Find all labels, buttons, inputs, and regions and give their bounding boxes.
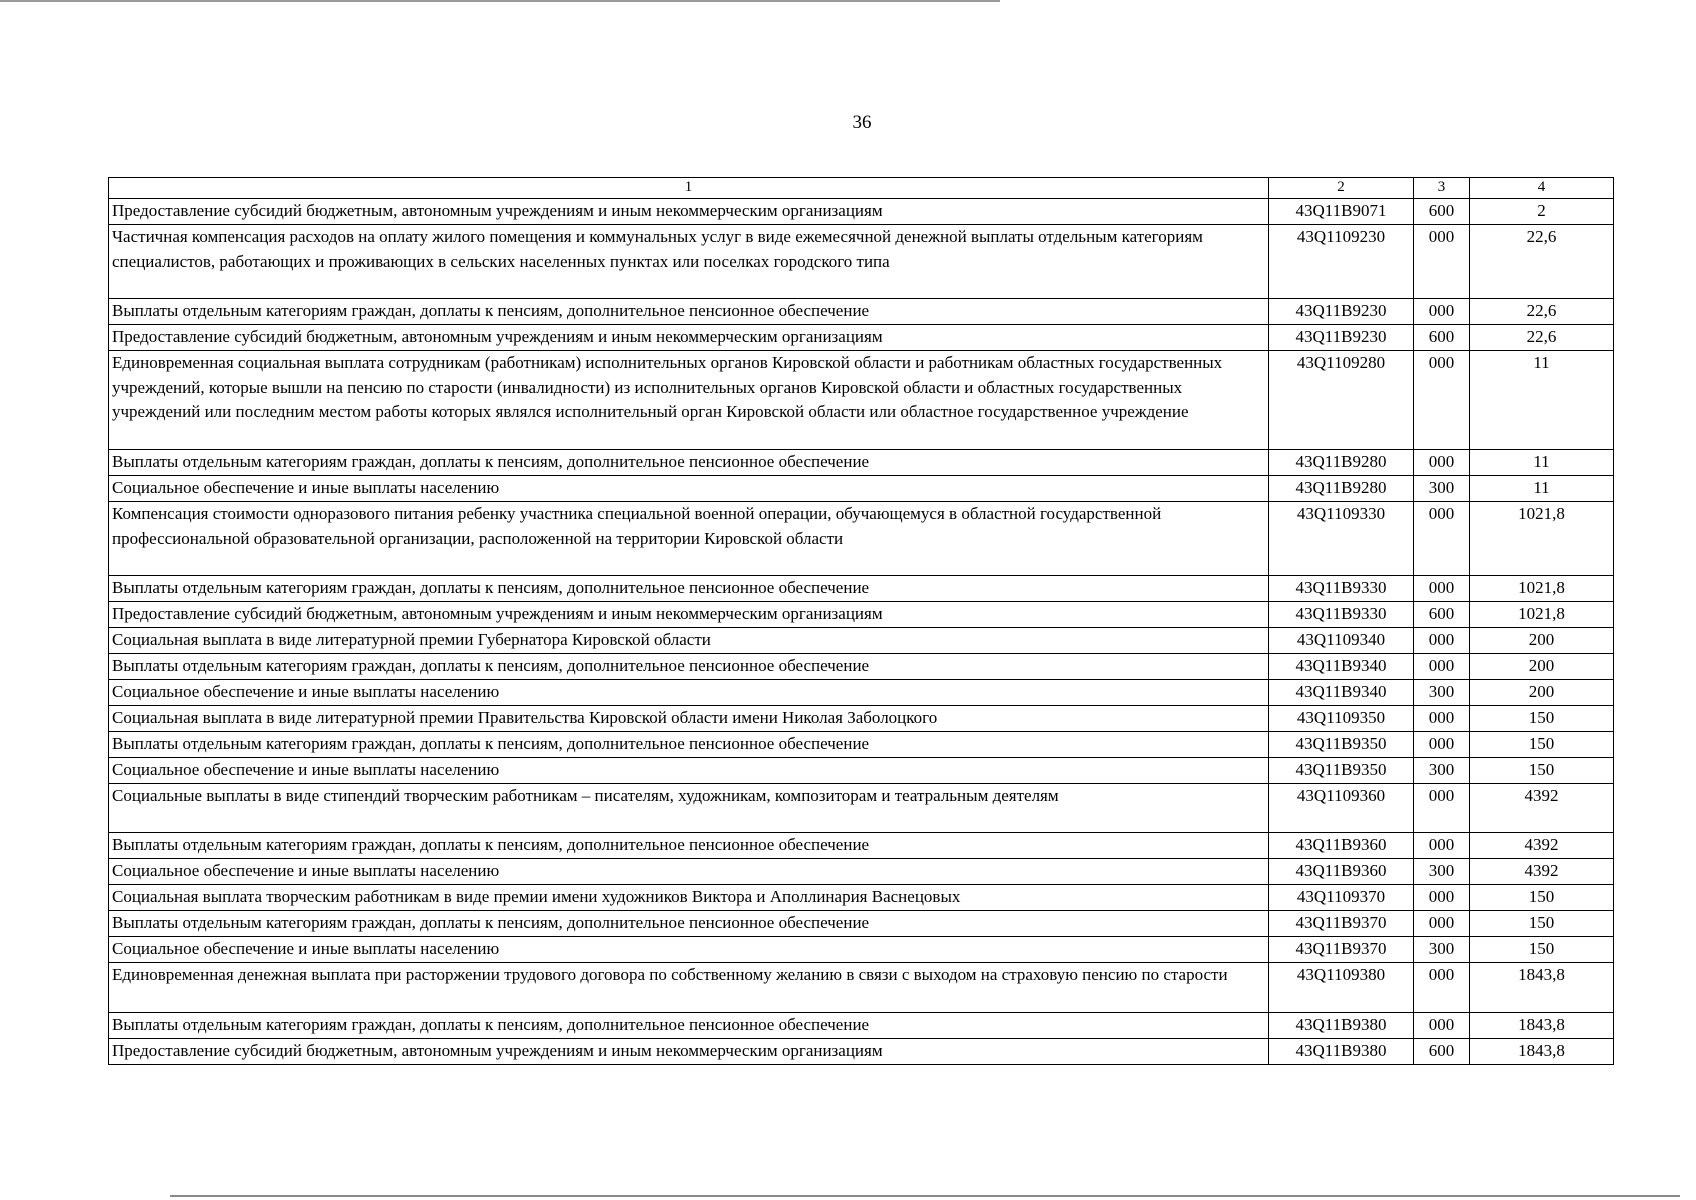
row-sum: 200	[1470, 680, 1614, 706]
row-type: 000	[1414, 963, 1470, 1013]
row-sum: 150	[1470, 885, 1614, 911]
row-code: 43Q11B9360	[1269, 833, 1414, 859]
row-name: Частичная компенсация расходов на оплату жилого помещения и коммунальных услуг в виде ежемесячной денежной выплаты отдельным категориям специалистов, работающих и проживающих в сельских населенных пунктах или поселках городского типа	[109, 225, 1269, 299]
table-row	[109, 784, 1614, 833]
row-code: 43Q1109230	[1269, 225, 1414, 299]
row-type: 000	[1414, 502, 1470, 576]
table-row	[109, 937, 1614, 963]
row-sum: 150	[1470, 758, 1614, 784]
row-type: 600	[1414, 1039, 1470, 1065]
row-name: Социальная выплата творческим работникам в виде премии имени художников Виктора и Аполлинария Васнецовых	[109, 885, 1269, 911]
row-sum: 200	[1470, 628, 1614, 654]
row-name: Предоставление субсидий бюджетным, автономным учреждениям и иным некоммерческим организациям	[109, 199, 1269, 225]
row-name: Единовременная социальная выплата сотрудникам (работникам) исполнительных органов Кировской области и работникам областных государственных учреждений, которые вышли на пенсию по старости (инвалидности) из исполнительных органов Кировской области и областных государственных учреждений или последним местом работы которых являлся исполнительный орган Кировской области или областное государственное учреждение	[109, 351, 1269, 450]
row-code: 43Q11B9330	[1269, 576, 1414, 602]
table-row	[109, 859, 1614, 885]
row-type: 600	[1414, 602, 1470, 628]
row-name: Социальное обеспечение и иные выплаты населению	[109, 758, 1269, 784]
table-row	[109, 963, 1614, 1013]
row-type: 300	[1414, 758, 1470, 784]
row-sum: 150	[1470, 911, 1614, 937]
row-sum: 1843,8	[1470, 1013, 1614, 1039]
row-sum: 150	[1470, 937, 1614, 963]
row-name: Предоставление субсидий бюджетным, автономным учреждениям и иным некоммерческим организациям	[109, 1039, 1269, 1065]
row-code: 43Q1109350	[1269, 706, 1414, 732]
row-code: 43Q11B9280	[1269, 476, 1414, 502]
row-code: 43Q11B9340	[1269, 680, 1414, 706]
row-name: Выплаты отдельным категориям граждан, доплаты к пенсиям, дополнительное пенсионное обеспечение	[109, 833, 1269, 859]
row-code: 43Q11B9380	[1269, 1013, 1414, 1039]
row-sum: 1021,8	[1470, 602, 1614, 628]
table-row	[109, 225, 1614, 299]
header-col-4: 4	[1470, 178, 1614, 199]
row-name: Социальное обеспечение и иные выплаты населению	[109, 476, 1269, 502]
header-col-3: 3	[1414, 178, 1470, 199]
row-sum: 11	[1470, 476, 1614, 502]
row-type: 000	[1414, 1013, 1470, 1039]
table-row	[109, 476, 1614, 502]
row-name: Выплаты отдельным категориям граждан, доплаты к пенсиям, дополнительное пенсионное обеспечение	[109, 732, 1269, 758]
table-row	[109, 450, 1614, 476]
table-row	[109, 351, 1614, 450]
row-code: 43Q11B9370	[1269, 937, 1414, 963]
row-name: Социальная выплата в виде литературной премии Губернатора Кировской области	[109, 628, 1269, 654]
table-row	[109, 628, 1614, 654]
row-name: Выплаты отдельным категориям граждан, доплаты к пенсиям, дополнительное пенсионное обеспечение	[109, 654, 1269, 680]
row-sum: 4392	[1470, 784, 1614, 833]
row-type: 000	[1414, 576, 1470, 602]
row-sum: 2	[1470, 199, 1614, 225]
row-type: 000	[1414, 732, 1470, 758]
row-sum: 11	[1470, 351, 1614, 450]
row-name: Выплаты отдельным категориям граждан, доплаты к пенсиям, дополнительное пенсионное обеспечение	[109, 576, 1269, 602]
row-type: 000	[1414, 833, 1470, 859]
table-row	[109, 706, 1614, 732]
row-type: 000	[1414, 628, 1470, 654]
row-sum: 4392	[1470, 833, 1614, 859]
row-code: 43Q11B9350	[1269, 758, 1414, 784]
header-col-2: 2	[1269, 178, 1414, 199]
row-code: 43Q11B9230	[1269, 299, 1414, 325]
table-row	[109, 833, 1614, 859]
row-type: 300	[1414, 859, 1470, 885]
row-type: 000	[1414, 885, 1470, 911]
row-code: 43Q1109280	[1269, 351, 1414, 450]
row-code: 43Q11B9350	[1269, 732, 1414, 758]
budget-table	[108, 177, 1614, 1065]
row-type: 000	[1414, 911, 1470, 937]
table-header-row	[109, 178, 1614, 199]
header-col-1: 1	[109, 178, 1269, 199]
row-code: 43Q11B9071	[1269, 199, 1414, 225]
scan-edge-bottom	[170, 1195, 1680, 1197]
row-type: 000	[1414, 706, 1470, 732]
row-name: Предоставление субсидий бюджетным, автономным учреждениям и иным некоммерческим организациям	[109, 325, 1269, 351]
row-sum: 200	[1470, 654, 1614, 680]
row-name: Социальное обеспечение и иные выплаты населению	[109, 859, 1269, 885]
table-row	[109, 602, 1614, 628]
table-row	[109, 654, 1614, 680]
row-type: 300	[1414, 680, 1470, 706]
row-code: 43Q11B9280	[1269, 450, 1414, 476]
row-name: Социальное обеспечение и иные выплаты населению	[109, 680, 1269, 706]
row-code: 43Q1109380	[1269, 963, 1414, 1013]
row-sum: 150	[1470, 706, 1614, 732]
row-code: 43Q1109340	[1269, 628, 1414, 654]
row-type: 600	[1414, 199, 1470, 225]
table-row	[109, 199, 1614, 225]
table-row	[109, 885, 1614, 911]
table-row	[109, 732, 1614, 758]
row-sum: 22,6	[1470, 325, 1614, 351]
row-sum: 1021,8	[1470, 502, 1614, 576]
table-row	[109, 680, 1614, 706]
row-name: Предоставление субсидий бюджетным, автономным учреждениям и иным некоммерческим организациям	[109, 602, 1269, 628]
row-name: Выплаты отдельным категориям граждан, доплаты к пенсиям, дополнительное пенсионное обеспечение	[109, 450, 1269, 476]
row-code: 43Q1109370	[1269, 885, 1414, 911]
row-code: 43Q11B9380	[1269, 1039, 1414, 1065]
row-code: 43Q11B9370	[1269, 911, 1414, 937]
row-name: Социальные выплаты в виде стипендий творческим работникам – писателям, художникам, композиторам и театральным деятелям	[109, 784, 1269, 833]
row-name: Выплаты отдельным категориям граждан, доплаты к пенсиям, дополнительное пенсионное обеспечение	[109, 1013, 1269, 1039]
row-code: 43Q1109330	[1269, 502, 1414, 576]
row-type: 000	[1414, 654, 1470, 680]
table-row	[109, 576, 1614, 602]
table-row	[109, 758, 1614, 784]
row-type: 000	[1414, 299, 1470, 325]
row-type: 000	[1414, 351, 1470, 450]
row-code: 43Q11B9230	[1269, 325, 1414, 351]
table-row	[109, 911, 1614, 937]
row-name: Выплаты отдельным категориям граждан, доплаты к пенсиям, дополнительное пенсионное обеспечение	[109, 299, 1269, 325]
row-type: 300	[1414, 937, 1470, 963]
row-sum: 11	[1470, 450, 1614, 476]
table-row	[109, 1013, 1614, 1039]
table-row	[109, 299, 1614, 325]
row-name: Единовременная денежная выплата при расторжении трудового договора по собственному желанию в связи с выходом на страховую пенсию по старости	[109, 963, 1269, 1013]
table-row	[109, 1039, 1614, 1065]
row-type: 600	[1414, 325, 1470, 351]
row-name: Социальная выплата в виде литературной премии Правительства Кировской области имени Николая Заболоцкого	[109, 706, 1269, 732]
row-type: 000	[1414, 225, 1470, 299]
row-sum: 1021,8	[1470, 576, 1614, 602]
row-code: 43Q11B9360	[1269, 859, 1414, 885]
row-code: 43Q1109360	[1269, 784, 1414, 833]
row-sum: 1843,8	[1470, 1039, 1614, 1065]
row-sum: 150	[1470, 732, 1614, 758]
row-code: 43Q11B9340	[1269, 654, 1414, 680]
table-row	[109, 502, 1614, 576]
row-name: Компенсация стоимости одноразового питания ребенку участника специальной военной операции, обучающемуся в областной государственной профессиональной образовательной организации, расположенной на территории Кировской области	[109, 502, 1269, 576]
row-type: 300	[1414, 476, 1470, 502]
row-type: 000	[1414, 784, 1470, 833]
row-sum: 4392	[1470, 859, 1614, 885]
row-name: Социальное обеспечение и иные выплаты населению	[109, 937, 1269, 963]
row-name: Выплаты отдельным категориям граждан, доплаты к пенсиям, дополнительное пенсионное обеспечение	[109, 911, 1269, 937]
table-row	[109, 325, 1614, 351]
scan-edge-top	[0, 0, 1000, 2]
row-sum: 1843,8	[1470, 963, 1614, 1013]
row-sum: 22,6	[1470, 225, 1614, 299]
row-type: 000	[1414, 450, 1470, 476]
row-sum: 22,6	[1470, 299, 1614, 325]
row-code: 43Q11B9330	[1269, 602, 1414, 628]
page-number: 36	[852, 112, 872, 133]
